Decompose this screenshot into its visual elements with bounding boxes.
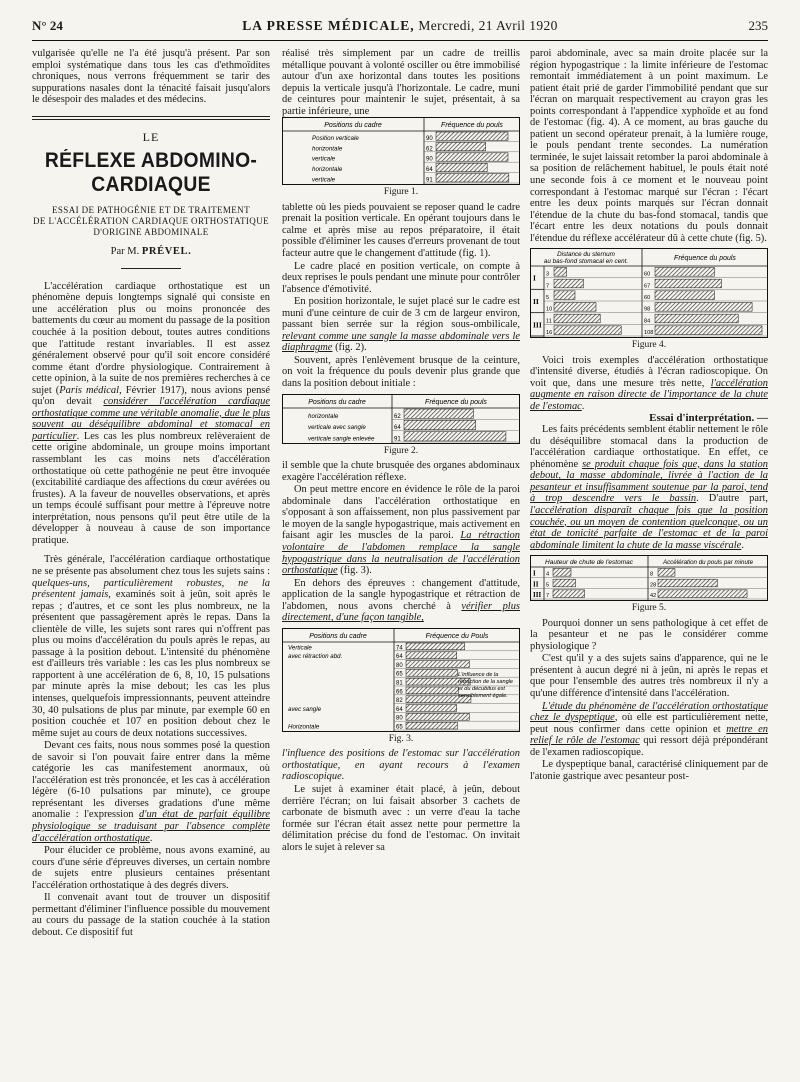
category-label: verticale sangle enlevée — [308, 435, 375, 443]
bar — [406, 669, 457, 676]
paragraph: paroi abdominale, avec sa main droite placée sur la région hypogastrique : la limite inférieure de l'estomac remontait immédiatement à un point maximum. Le patient était prié de garder l'immobilité pendant que sur l'écran on marquait respectivement au crayon gras les points correspondant à l'appendice xyphoïde et au fond de l'estomac (fig. 4). A ce moment, au bras gauche du patient un second opérateur prenait, à la lumière rouge, le pouls pendant trente secondes. La numération terminée, le sujet laissait retomber la paroi abdominale à sa position de relâchement habituel, le pouls était noté une seconde fois à ce moment et le nouveau point correspondant à l'estomac marqué sur l'écran : l'écart entre les deux points marqués sur l'écran donnait l'étendue de la chute du bas-fond stomacal, tandis que l'écart entre les deux notations du pouls donnait l'étendue du réflexe accélérateur dû à cette chute (fig. 5). — [530, 48, 768, 244]
header-left: Positions du cadre — [309, 632, 367, 640]
category-label: verticale — [312, 155, 336, 163]
value-label: 81 — [396, 680, 403, 687]
group-label: II — [533, 580, 539, 589]
paragraph: Voici trois exemples d'accélération orthostatique d'intensité diverse, étudiés à l'écran radioscopique. On voit que, dans une mesure très nette, l'accélération augmente en raison directe de l'importance de la chute de l'estomac. — [530, 354, 768, 413]
distance-bar — [553, 579, 576, 587]
bar — [406, 713, 469, 720]
column-3 — [530, 48, 768, 782]
bar — [655, 303, 752, 312]
bar — [436, 153, 508, 161]
group-label: I — [533, 569, 536, 578]
value-label: 64 — [394, 424, 401, 431]
paragraph: On peut mettre encore en évidence le rôle de la paroi abdominale dans l'accélération orthostatique en s'opposant à son affaissement, non plus passivement par le moyen de la sangle hypogastrique, mais activement en faisant agir les muscles de la paroi. La rétraction volontaire de l'abdomen remplace la sangle hypogastrique dans la neutralisation de l'accélération orthostatique (fig. 3). — [282, 484, 520, 577]
value-label: 74 — [396, 645, 403, 652]
header-right: Fréquence du Pouls — [425, 632, 489, 640]
paragraph: En position horizontale, le sujet placé sur le cadre est muni d'une ceinture de cuir de 3 cm de largeur environ, passant bien serrée sur la région sous-ombilicale, relevant comme une sangle la masse abdominale vers le diaphragme (fig. 2). — [282, 296, 520, 354]
article-subtitle-2: DE L'ACCÉLÉRATION CARDIAQUE ORTHOSTATIQUE — [33, 216, 269, 227]
bar — [406, 643, 465, 650]
paragraph: L'étude du phénomène de l'accélération orthostatique chez le dyspeptique, où elle est particulièrement nette, peut nous confirmer dans cette opinion et mettre en relief le rôle de l'estomac qui ressort déjà prépondérant de l'examen radioscopique. — [530, 700, 768, 758]
figure-5-chart — [530, 555, 768, 601]
note-line: et du décubitus est — [458, 685, 505, 692]
group-label: III — [533, 591, 542, 600]
paragraph: Le cadre placé en position verticale, on compte à deux reprises le pouls pendant une minute pour contrôler l'absence d'émotivité. — [282, 260, 520, 295]
distance-bar — [553, 569, 571, 577]
bar — [406, 660, 469, 667]
value-label: 91 — [426, 177, 433, 184]
issue-number: N° 24 — [32, 18, 63, 33]
figure-2-chart — [282, 394, 520, 444]
category-label: horizontale — [308, 412, 339, 420]
paragraph: tablette où les pieds pouvaient se reposer quand le cadre prenait la position verticale. En opérant toujours dans le calme et après mise au repos préparatoire, il était possible d'éliminer les causes d'erreurs provenant de tout facteur autre que le changement d'attitude (fig. 1). — [282, 201, 520, 260]
bar — [404, 409, 473, 418]
distance-label: 16 — [546, 330, 553, 337]
distance-bar — [554, 279, 583, 288]
distance-label: 10 — [546, 306, 553, 313]
value-label: 65 — [396, 671, 403, 678]
paragraph: Devant ces faits, nous nous sommes posé la question de savoir si l'on pouvait faire entrer dans la même catégorie les cas manifestement anormaux, où l'accélération est très prononcée, et les cas à accélération légère (6-10 pulsations par minute), ce groupe représentant les diverses gradations d'une même anomalie : l'expression d'un état de parfait équilibre physiologique se traduisant par l'absence complète d'accélération orthostatique. — [32, 740, 270, 844]
value-label: 90 — [426, 136, 433, 143]
header-left: Positions du cadre — [324, 122, 382, 130]
value-label: 8 — [650, 571, 654, 578]
figure-2-caption: Figure 2. — [383, 445, 419, 456]
bar — [436, 132, 508, 140]
value-label: 64 — [396, 706, 403, 713]
column-2 — [282, 48, 520, 853]
journal-name: LA PRESSE MÉDICALE, — [242, 18, 415, 33]
prev-article-end: vulgarisée qu'elle ne l'a été jusqu'à présent. Par son emploi systématique dans tous les cas d'ethmoïdites chroniques, nous verrons fréquemment se tarir des suppurations nasales dont la ténacité faisait jusqu'alors le désespoir des malades et des médecins. — [32, 48, 270, 106]
paragraph: il semble que la chute brusquée des organes abdominaux exagère l'accélération réflexe. — [282, 460, 520, 483]
issue-date: Mercredi, 21 Avril 1920 — [418, 18, 558, 33]
value-label: 98 — [644, 306, 651, 313]
paragraph: Il convenait avant tout de trouver un dispositif permettant d'éliminer l'influence possible du mouvement au cours du passage de la station couchée à la station debout. Ce dispositif fut — [32, 892, 270, 938]
value-label: 64 — [396, 653, 403, 660]
bar — [404, 431, 506, 440]
value-label: 84 — [644, 318, 651, 325]
paragraph: Le dyspeptique banal, caractérisé cliniquement par de l'atonie gastrique avec pesanteur post- — [530, 759, 768, 782]
paragraph: Pourquoi donner un sens pathologique à cet effet de la pesanteur et ne pas le considérer comme physiologique ? — [530, 617, 768, 652]
distance-label: 5 — [546, 295, 550, 302]
bar — [655, 326, 762, 335]
distance-bar — [554, 291, 575, 300]
header-right: Fréquence du pouls — [674, 255, 736, 263]
paragraph: Souvent, après l'enlèvement brusque de la ceinture, on voit la fréquence du pouls devenir plus grande que dans la position debout initiale : — [282, 354, 520, 390]
category-label: horizontale — [312, 166, 343, 174]
byline — [32, 246, 270, 258]
value-label: 66 — [396, 689, 403, 696]
bar — [655, 291, 714, 300]
value-label: 64 — [426, 167, 433, 174]
author-name: PRÉVEL. — [141, 246, 192, 258]
figure-3-chart — [282, 628, 520, 732]
bar — [406, 652, 457, 659]
distance-bar — [554, 303, 596, 312]
distance-bar — [554, 268, 567, 277]
value-label: 91 — [394, 436, 401, 443]
paragraph: L'accélération cardiaque orthostatique est un phénomène depuis longtemps signalé qui consiste en une accélération plus ou moins prononcée des battements du cœur au moment du passage de la position couchée à la position debout, toutes autres conditions que l'attitude restant invariables. Il est assez généralement observé pour qu'il soit encore considéré comme étant d'ordre physiologique. Contrairement à cette opinion, à la suite de nos premières recherches à ce sujet (Paris médical, Février 1917), nous avions pensé qu'on devait considérer l'accélération cardiaque orthostatique comme une véritable anomalie, due le plus souvent au déséquilibre abdominal et stomacal en particulier. Les cas les plus nombreux relèveraient de cette origine abdominale, un groupe moins important rassemblant les cas moins nets d'accélération orthostatique où cette pathogénie ne peut être invoquée (excitabilité cardiaque des affections du cœur avérées ou frustes). A la faveur de nouvelles observations, et après un temps écoulé suffisant pour mettre à l'épreuve notre interprétation, nous pensons qu'il peut être utile de la développer à nouveau à cause de son importance pratique. — [32, 280, 270, 546]
value-label: 65 — [396, 724, 403, 731]
value-label: 90 — [426, 156, 433, 163]
figure-3-note — [458, 672, 513, 699]
bar — [436, 143, 486, 151]
paragraph: Le sujet à examiner était placé, à jeûn, debout derrière l'écran; on lui faisait absorber 3 cachets de carbonate de bismuth avec : un verre d'eau la tache formée sur l'écran était assez nette pour permettre la délimitation précise du fond de l'estomac. On invitait alors le sujet à relever sa — [282, 783, 520, 853]
bar — [655, 279, 721, 288]
category-label: horizontale — [312, 145, 343, 153]
figure-5 — [530, 555, 768, 615]
category-label: Verticale — [288, 644, 312, 652]
category-label: Position verticale — [312, 135, 359, 143]
article-subtitle-3: D'ORIGINE ABDOMINALE — [93, 227, 209, 238]
header-left: Positions du cadre — [308, 398, 366, 406]
value-label: 62 — [426, 146, 433, 153]
bar — [406, 687, 458, 694]
column-1 — [32, 48, 270, 938]
byline-prefix: Par M. — [110, 246, 140, 258]
distance-label: 7 — [546, 593, 550, 600]
distance-label: 4 — [546, 571, 550, 578]
bar — [406, 722, 457, 729]
figure-3-caption: Fig. 3. — [388, 733, 414, 744]
value-label: 60 — [644, 271, 651, 278]
figure-4 — [530, 248, 768, 352]
bar — [436, 174, 509, 182]
header-right: Fréquence du pouls — [425, 398, 487, 406]
figure-3 — [282, 628, 520, 746]
figure-1 — [282, 117, 520, 199]
category-label: verticale — [312, 176, 336, 184]
distance-label: 3 — [546, 271, 550, 278]
divider — [32, 116, 270, 117]
article-subtitle-1: ESSAI DE PATHOGÉNIE ET DE TRAITEMENT — [52, 205, 250, 216]
category-label: avec rétraction abd. — [288, 652, 343, 660]
bar — [404, 420, 476, 429]
distance-label: 5 — [546, 582, 550, 589]
figure-1-caption: Figure 1. — [383, 187, 419, 198]
value-label: 42 — [650, 593, 657, 600]
bar — [406, 704, 457, 711]
bar — [655, 268, 714, 277]
note-line: sensiblement égale. — [458, 692, 508, 699]
bar — [436, 163, 487, 171]
distance-label: 11 — [546, 318, 552, 325]
header-right: Accélération du pouls par minute — [662, 559, 754, 567]
group-label: I — [533, 273, 536, 283]
distance-bar — [553, 590, 585, 598]
distance-bar — [554, 314, 600, 323]
divider — [32, 119, 270, 120]
figure-1-chart — [282, 117, 520, 185]
header-left-2: au bas-fond stomacal en cent. — [543, 258, 629, 266]
value-label: 80 — [396, 715, 403, 722]
value-label: 28 — [650, 582, 657, 589]
header-left: Distance du sternum — [557, 251, 615, 259]
running-header — [32, 14, 768, 41]
value-label: 82 — [396, 697, 403, 704]
group-label: III — [533, 320, 542, 330]
bar — [658, 579, 717, 587]
paragraph: C'est qu'il y a des sujets sains d'apparence, qui ne le présentent à aucun degré ni à jeûn, ni après le repas et que pour l'ensemble des autres très nombreux il n'y a qu'une différence d'intensité dans l'accélération. — [530, 653, 768, 699]
distance-label: 7 — [546, 283, 550, 290]
bar — [658, 590, 747, 598]
paragraph: Pour élucider ce problème, nous avons examiné, au cours d'une série d'épreuves diverses, un certain nombre de sujets entre plusieurs centaines présentant l'accélération orthostatique à des degrés divers. — [32, 845, 270, 891]
paragraph: Les faits précédents semblent établir nettement le rôle du déséquilibre stomacal dans la production de l'accélération cardiaque orthostatique. En effet, ce phénomène se produit chaque fois que, dans la station debout, la masse abdominale, livrée à l'action de la pesanteur et insuffisamment soutenue par la paroi, tend à trop descendre vers le bassin. D'autre part, l'accélération disparaît chaque fois que la position couchée, ou un moyen de contention quelconque, ou un état de tonicité parfaite de l'estomac et de la paroi abdominale limitent la chute de la masse viscérale. — [530, 424, 768, 551]
value-label: 67 — [644, 283, 651, 290]
value-label: 62 — [394, 413, 401, 420]
figure-4-caption: Figure 4. — [631, 340, 667, 351]
header-right: Fréquence du pouls — [441, 122, 503, 130]
distance-bar — [554, 326, 621, 335]
category-label: avec sangle — [288, 705, 322, 713]
paragraph: réalisé très simplement par un cadre de treillis métallique pouvant à volonté osciller ou être immobilisé autour d'un axe horizontal dans toutes les positions depuis la verticale jusqu'à l'horizontale. Le cadre, muni de ceintures pour maintenir le sujet, présentait, à sa partie inférieure, une — [282, 48, 520, 117]
group-label: II — [533, 297, 539, 307]
section-heading: Essai d'interprétation. — — [649, 411, 768, 424]
figure-2 — [282, 394, 520, 458]
header-left: Hauteur de chute de l'estomac — [545, 559, 633, 567]
paragraph: l'influence des positions de l'estomac sur l'accélération orthostatique, en ayant recours à l'examen radioscopique. — [282, 748, 520, 783]
figure-4-chart — [530, 248, 768, 338]
page-number: 235 — [748, 18, 768, 33]
bar — [655, 314, 738, 323]
value-label: 60 — [644, 295, 651, 302]
article-kicker: LE — [142, 129, 160, 144]
article-title: RÉFLEXE ABDOMINO-CARDIAQUE — [44, 149, 258, 197]
category-label: verticale avec sangle — [308, 423, 366, 431]
value-label: 108 — [644, 330, 654, 337]
paragraph: En dehors des épreuves : changement d'attitude, application de la sangle hypogastrique et rétraction de l'abdomen, nous avons cherché à vérifier plus directement, d'une façon tangible, — [282, 577, 520, 624]
note-line: rétraction de la sangle — [458, 678, 514, 685]
paragraph: Très générale, l'accélération cardiaque orthostatique ne se présente pas absolument chez tous les sujets sains : quelques-uns, particulièrement robustes, ne la présentent jamais, examinés soit à jeûn, soit après le repas ; d'autres, et ce sont les plus nombreux, ne la présentent que passagèrement après le repas. Dans la clientèle de ville, les sujets sont rares qui n'offrent pas plus ou moins d'accélération du pouls après le repas, au passage à la position debout. L'intensité du phénomène est d'ailleurs très variable : les cas les plus nombreux se rapportent à une accélération de 6, 8, 10, 15 pulsations par minute après la mise debout; les cas les plus intenses, quelquefois impressionnants, peuvent atteindre 30, 40 pulsations de plus par minute, par exemple 60 en position couchée et 107 en position debout chez le même sujet au cours de deux notations successives. — [32, 554, 270, 739]
category-label: Horizontale — [288, 723, 320, 731]
masthead — [32, 18, 768, 34]
figure-5-caption: Figure 5. — [631, 603, 667, 614]
note-line: L'influence de la — [458, 671, 499, 678]
value-label: 80 — [396, 662, 403, 669]
short-rule — [121, 268, 181, 269]
bar — [658, 569, 675, 577]
